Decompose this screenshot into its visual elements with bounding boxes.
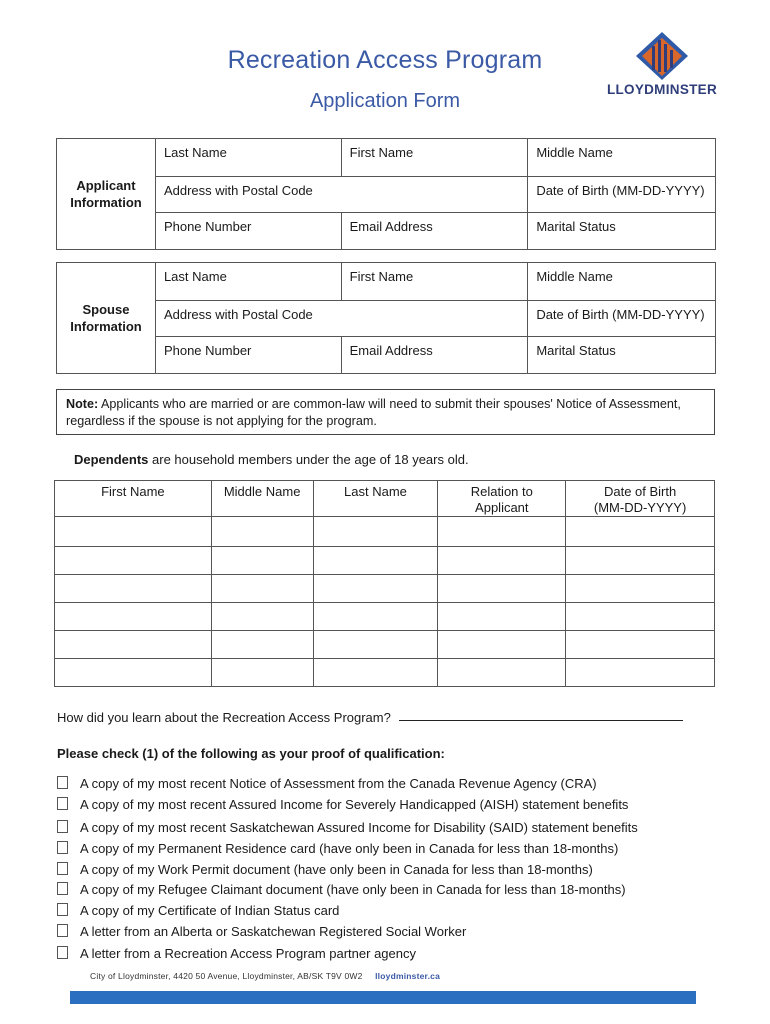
dependents-header-last-name: Last Name	[313, 481, 438, 517]
applicant-section-label	[57, 139, 156, 250]
dependents-table	[54, 480, 715, 687]
spouse-first-name-field[interactable]	[341, 263, 528, 301]
footer-website-link[interactable]: lloydminster.ca	[375, 971, 441, 981]
dependent-cell[interactable]	[566, 517, 715, 547]
dependent-cell[interactable]	[438, 575, 566, 603]
proof-option	[57, 820, 638, 835]
applicant-marital-field[interactable]	[528, 213, 716, 250]
dependent-cell[interactable]	[566, 603, 715, 631]
proof-option	[57, 797, 628, 812]
proof-option-label: A copy of my Refugee Claimant document (have only been in Canada for less than 18-months)	[80, 882, 626, 897]
applicant-label-line2: Information	[70, 195, 142, 210]
dependents-description	[74, 452, 469, 467]
dependents-header-relation	[438, 481, 566, 517]
note-label: Note:	[66, 397, 99, 411]
relation-header-line1: Relation to	[470, 484, 533, 499]
applicant-dob-field[interactable]	[528, 177, 716, 213]
logo-wordmark: LLOYDMINSTER	[606, 82, 718, 97]
proof-heading: Please check (1) of the following as your proof of qualification:	[57, 746, 445, 761]
dependents-header-dob	[566, 481, 715, 517]
dependent-cell[interactable]	[55, 575, 212, 603]
dependent-cell[interactable]	[55, 631, 212, 659]
checkbox[interactable]	[57, 946, 68, 959]
applicant-middle-name-label: Middle Name	[536, 145, 613, 160]
table-row	[55, 659, 715, 687]
dependent-cell[interactable]	[438, 659, 566, 687]
city-logo-icon	[636, 32, 688, 80]
dependent-cell[interactable]	[566, 659, 715, 687]
dependents-text: are household members under the age of 18 years old.	[152, 452, 469, 467]
applicant-last-name-label: Last Name	[163, 145, 227, 160]
spouse-info-table	[56, 262, 716, 374]
checkbox[interactable]	[57, 797, 68, 810]
dependent-cell[interactable]	[566, 575, 715, 603]
form-subtitle: Application Form	[309, 90, 461, 112]
applicant-marital-label: Marital Status	[536, 219, 616, 234]
dependent-cell[interactable]	[566, 547, 715, 575]
dob-header-line2: (MM-DD-YYYY)	[593, 500, 687, 515]
spouse-middle-name-field[interactable]	[528, 263, 716, 301]
spouse-note-box	[56, 389, 715, 435]
applicant-phone-label: Phone Number	[163, 219, 252, 234]
dependent-cell[interactable]	[438, 603, 566, 631]
applicant-first-name-field[interactable]	[341, 139, 528, 177]
dependents-label: Dependents	[74, 452, 149, 467]
applicant-phone-field[interactable]	[155, 213, 341, 250]
dependent-cell[interactable]	[55, 517, 212, 547]
footer-address-text: City of Lloydminster, 4420 50 Avenue, Lloydminster, AB/SK T9V 0W2	[90, 971, 363, 981]
proof-option-label: A copy of my most recent Saskatchewan Assured Income for Disability (SAID) statement benefits	[80, 820, 638, 835]
spouse-section-label	[57, 263, 156, 374]
dependent-cell[interactable]	[438, 517, 566, 547]
table-row	[55, 547, 715, 575]
checkbox[interactable]	[57, 924, 68, 937]
spouse-address-label: Address with Postal Code	[163, 307, 313, 322]
applicant-first-name-label: First Name	[349, 145, 414, 160]
checkbox[interactable]	[57, 820, 68, 833]
dependent-cell[interactable]	[313, 603, 438, 631]
city-logo	[606, 32, 718, 102]
applicant-info-table	[56, 138, 716, 250]
table-row	[55, 631, 715, 659]
dependent-cell[interactable]	[211, 603, 313, 631]
checkbox[interactable]	[57, 862, 68, 875]
dependent-cell[interactable]	[313, 659, 438, 687]
table-row	[55, 603, 715, 631]
dependent-cell[interactable]	[313, 575, 438, 603]
spouse-email-label: Email Address	[349, 343, 433, 358]
applicant-email-label: Email Address	[349, 219, 433, 234]
proof-option	[57, 862, 593, 877]
spouse-marital-field[interactable]	[528, 337, 716, 374]
proof-option	[57, 924, 466, 939]
footer-address	[90, 971, 440, 981]
proof-option-label: A copy of my Certificate of Indian Status card	[80, 903, 340, 918]
proof-option-label: A copy of my Work Permit document (have only been in Canada for less than 18-months)	[80, 862, 593, 877]
spouse-last-name-field[interactable]	[155, 263, 341, 301]
dependents-header-first-name: First Name	[55, 481, 212, 517]
checkbox[interactable]	[57, 776, 68, 789]
proof-option	[57, 776, 597, 791]
proof-option-label: A copy of my most recent Assured Income for Severely Handicapped (AISH) statement benefits	[80, 797, 629, 812]
dependent-cell[interactable]	[55, 547, 212, 575]
spouse-last-name-label: Last Name	[163, 269, 227, 284]
spouse-middle-name-label: Middle Name	[536, 269, 613, 284]
dependent-cell[interactable]	[211, 631, 313, 659]
spouse-marital-label: Marital Status	[536, 343, 616, 358]
spouse-dob-field[interactable]	[528, 301, 716, 337]
applicant-last-name-field[interactable]	[155, 139, 341, 177]
proof-option	[57, 882, 626, 897]
referral-answer-line[interactable]	[399, 720, 683, 721]
dependent-cell[interactable]	[211, 517, 313, 547]
spouse-label-line2: Information	[70, 319, 142, 334]
proof-option-label: A letter from a Recreation Access Program partner agency	[80, 946, 416, 961]
dependent-cell[interactable]	[211, 547, 313, 575]
checkbox[interactable]	[57, 903, 68, 916]
dependents-header-row	[55, 481, 715, 517]
dependent-cell[interactable]	[438, 631, 566, 659]
spouse-label-line1: Spouse	[82, 302, 130, 317]
dependents-header-middle-name: Middle Name	[211, 481, 313, 517]
applicant-middle-name-field[interactable]	[528, 139, 716, 177]
spouse-phone-field[interactable]	[155, 337, 341, 374]
dependent-cell[interactable]	[55, 603, 212, 631]
checkbox[interactable]	[57, 841, 68, 854]
proof-option-label: A copy of my most recent Notice of Assessment from the Canada Revenue Agency (CRA)	[80, 776, 597, 791]
spouse-phone-label: Phone Number	[163, 343, 252, 358]
applicant-address-label: Address with Postal Code	[163, 183, 313, 198]
dependent-cell[interactable]	[313, 631, 438, 659]
applicant-email-field[interactable]	[341, 213, 528, 250]
proof-option-label: A letter from an Alberta or Saskatchewan Registered Social Worker	[80, 924, 467, 939]
spouse-first-name-label: First Name	[349, 269, 414, 284]
proof-option-label: A copy of my Permanent Residence card (have only been in Canada for less than 18-months)	[80, 841, 619, 856]
proof-option	[57, 946, 416, 961]
applicant-dob-label: Date of Birth (MM-DD-YYYY)	[536, 183, 705, 198]
dependent-cell[interactable]	[55, 659, 212, 687]
applicant-label-line1: Applicant	[76, 178, 136, 193]
dependent-cell[interactable]	[566, 631, 715, 659]
proof-option	[57, 903, 339, 918]
dependent-cell[interactable]	[211, 575, 313, 603]
relation-header-line2: Applicant	[475, 500, 529, 515]
spouse-address-field[interactable]	[155, 301, 527, 337]
note-text: Applicants who are married or are common-law will need to submit their spouses' Notice of Assessment, regardless if the spouse is not applying for the program.	[66, 397, 681, 428]
checkbox[interactable]	[57, 882, 68, 895]
dependent-cell[interactable]	[211, 659, 313, 687]
form-title: Recreation Access Program	[227, 46, 543, 74]
footer-bar	[70, 991, 696, 1004]
spouse-email-field[interactable]	[341, 337, 528, 374]
applicant-address-field[interactable]	[155, 177, 527, 213]
proof-option	[57, 841, 618, 856]
referral-question: How did you learn about the Recreation Access Program?	[57, 710, 391, 725]
table-row	[55, 575, 715, 603]
table-row	[55, 517, 715, 547]
dependent-cell[interactable]	[313, 547, 438, 575]
dependent-cell[interactable]	[438, 547, 566, 575]
spouse-dob-label: Date of Birth (MM-DD-YYYY)	[536, 307, 705, 322]
dob-header-line1: Date of Birth	[603, 484, 677, 499]
dependent-cell[interactable]	[313, 517, 438, 547]
